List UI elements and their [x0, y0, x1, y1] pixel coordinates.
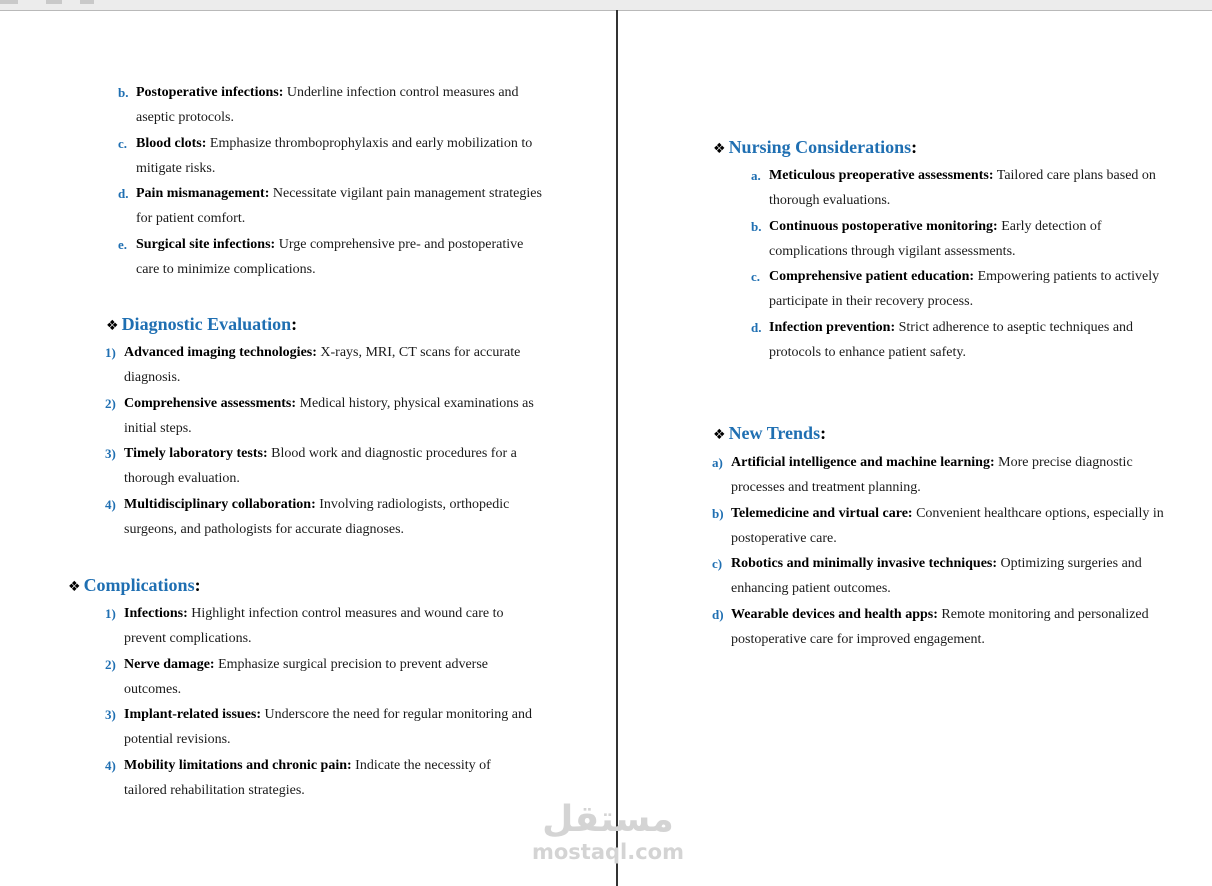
postoperative-risks-list [118, 80, 546, 282]
list-item: a. Meticulous preoperative assessments: Tailored care plans based on thorough evaluations. [751, 168, 1156, 209]
nursing-considerations-list [751, 163, 1169, 365]
nursing-considerations-heading: ❖ Nursing Considerations: [713, 137, 918, 157]
list-item: a) Artificial intelligence and machine learning: More precise diagnostic processes and treatment planning. [712, 455, 1133, 496]
diagnostic-evaluation-heading: ❖ Diagnostic Evaluation: [106, 314, 298, 334]
left-page [0, 10, 616, 886]
toolbar-button-icon[interactable] [46, 0, 62, 4]
toolbar-button-icon[interactable] [0, 0, 18, 4]
new-trends-list [712, 450, 1171, 652]
list-item: d. Pain mismanagement: Necessitate vigilant pain management strategies for patient comfort. [118, 186, 542, 227]
list-item: c. Blood clots: Emphasize thromboprophylaxis and early mobilization to mitigate risks. [118, 135, 533, 176]
diamond-bullet-icon: ❖ [713, 427, 726, 443]
list-item: d) Wearable devices and health apps: Remote monitoring and personalized postoperative care for improved engagement. [712, 606, 1149, 648]
complications-heading: ❖ Complications: [68, 575, 201, 595]
list-item: 4) Multidisciplinary collaboration: Involving radiologists, orthopedic surgeons, and pathologists for accurate diagnoses. [105, 496, 510, 538]
diamond-bullet-icon: ❖ [68, 579, 81, 595]
list-item: b. Continuous postoperative monitoring: Early detection of complications through vigilant assessments. [751, 218, 1102, 259]
right-page [618, 10, 1212, 886]
list-item: 3) Timely laboratory tests: Blood work and diagnostic procedures for a thorough evaluation. [105, 446, 517, 487]
list-item: 2) Nerve damage: Emphasize surgical precision to prevent adverse outcomes. [105, 656, 489, 697]
complications-list [105, 601, 534, 803]
watermark-logo: مستقل [542, 799, 674, 840]
new-trends-heading: ❖ New Trends: [713, 423, 827, 443]
list-item: 2) Comprehensive assessments: Medical history, physical examinations as initial steps. [105, 395, 534, 436]
list-item: e. Surgical site infections: Urge comprehensive pre- and postoperative care to minimize complications. [118, 236, 524, 278]
list-item: 3) Implant-related issues: Underscore the need for regular monitoring and potential revisions. [105, 707, 532, 748]
diagnostic-evaluation-list [105, 340, 544, 542]
list-item: c. Comprehensive patient education: Empowering patients to actively participate in their recovery process. [751, 269, 1160, 310]
diamond-bullet-icon: ❖ [713, 141, 726, 157]
list-item: b. Postoperative infections: Underline infection control measures and aseptic protocols. [118, 85, 519, 126]
list-item: d. Infection prevention: Strict adherence to aseptic techniques and protocols to enhance patient safety. [751, 319, 1134, 361]
toolbar-button-icon[interactable] [80, 0, 94, 4]
list-item: 1) Advanced imaging technologies: X-rays, MRI, CT scans for accurate diagnosis. [105, 345, 521, 386]
list-item: 4) Mobility limitations and chronic pain: Indicate the necessity of tailored rehabilitation strategies. [105, 757, 491, 799]
list-item: b) Telemedicine and virtual care: Convenient healthcare options, especially in postoperative care. [712, 505, 1164, 546]
watermark-url: mostaql.com [532, 840, 684, 864]
list-item: c) Robotics and minimally invasive techniques: Optimizing surgeries and enhancing patient outcomes. [712, 556, 1142, 597]
list-item: 1) Infections: Highlight infection control measures and wound care to prevent complications. [105, 606, 504, 647]
diamond-bullet-icon: ❖ [106, 318, 119, 334]
